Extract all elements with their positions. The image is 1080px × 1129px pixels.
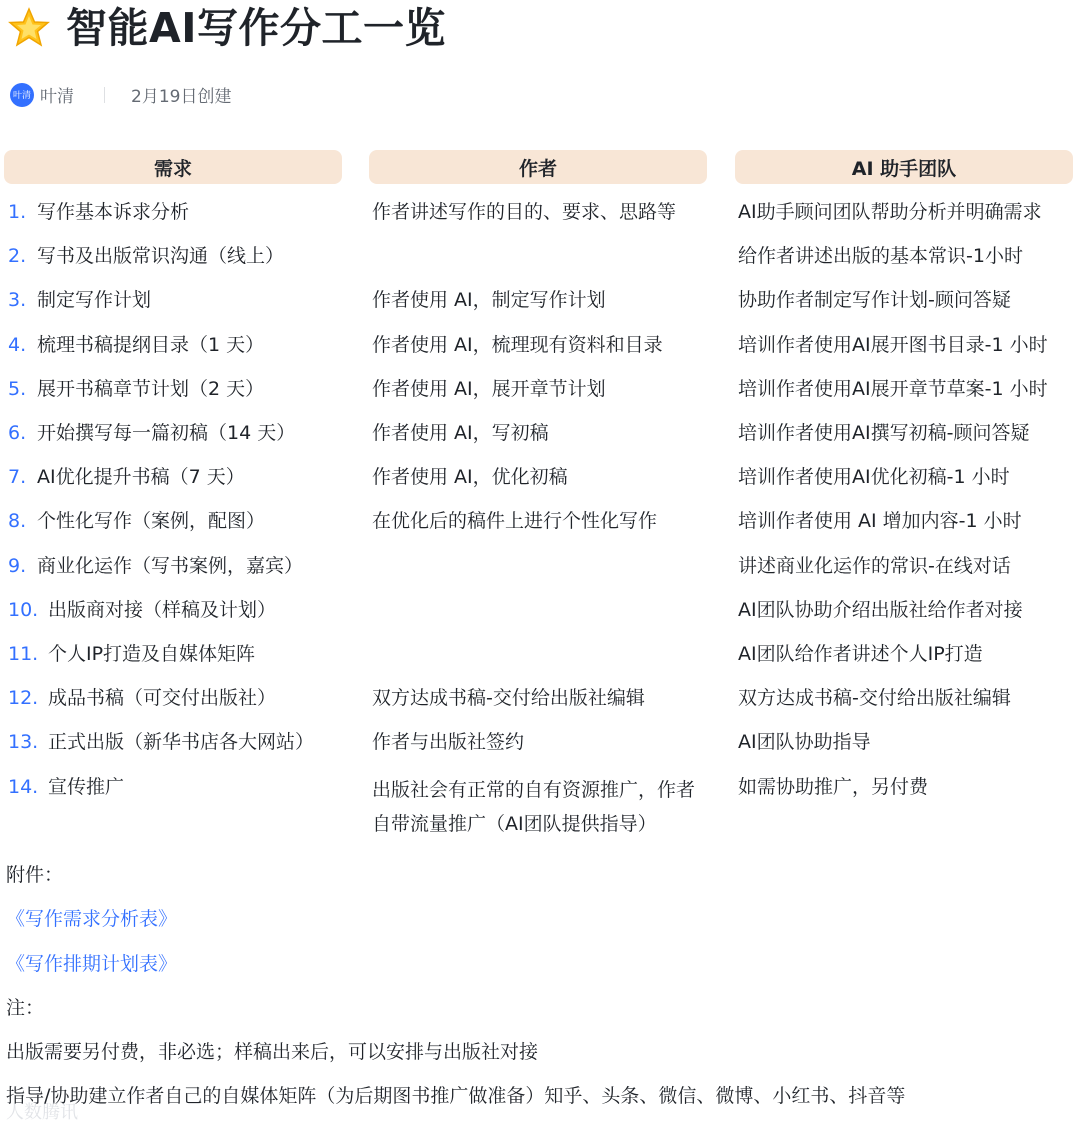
list-item bbox=[8, 720, 358, 764]
list-number: 8. bbox=[8, 510, 27, 533]
list-item-text: AI优化提升书稿（7 天） bbox=[37, 466, 245, 489]
list-item bbox=[8, 676, 358, 720]
author-cell bbox=[372, 544, 717, 588]
author-cell: 作者与出版社签约 bbox=[372, 731, 525, 754]
link-writing-schedule[interactable]: 《写作排期计划表》 bbox=[6, 953, 178, 975]
list-number: 14. bbox=[8, 775, 39, 798]
author-cell: 作者讲述写作的目的、要求、思路等 bbox=[372, 201, 677, 224]
note-2: 指导/协助建立作者自己的自媒体矩阵（为后期图书推广做准备）知乎、头条、微信、微博、小红书、抖音等 bbox=[6, 1085, 906, 1107]
author-cell bbox=[372, 632, 717, 676]
author-cell: 作者使用 AI，写初稿 bbox=[372, 422, 549, 445]
column-header-ai-team: AI 助手团队 bbox=[735, 150, 1073, 184]
divider bbox=[104, 87, 105, 103]
list-item bbox=[8, 190, 358, 234]
list-number: 2. bbox=[8, 245, 27, 268]
author-cell: 在优化后的稿件上进行个性化写作 bbox=[372, 510, 658, 533]
list-item bbox=[8, 455, 358, 499]
author-cell: 双方达成书稿-交付给出版社编辑 bbox=[372, 687, 645, 710]
list-number: 11. bbox=[8, 642, 39, 665]
list-item bbox=[8, 367, 358, 411]
list-item bbox=[8, 499, 358, 543]
list-item-text: 正式出版（新华书店各大网站） bbox=[48, 731, 315, 754]
list-item-text: 成品书稿（可交付出版社） bbox=[48, 687, 277, 710]
list-number: 12. bbox=[8, 687, 39, 710]
list-item bbox=[8, 234, 358, 278]
ai-team-cell: 培训作者使用 AI 增加内容-1 小时 bbox=[738, 510, 1022, 533]
list-number: 10. bbox=[8, 598, 39, 621]
ai-team-cell: 如需协助推广，另付费 bbox=[738, 775, 929, 798]
list-number: 1. bbox=[8, 201, 27, 224]
list-number: 6. bbox=[8, 422, 27, 445]
list-item-text: 个人IP打造及自媒体矩阵 bbox=[48, 642, 256, 665]
list-item-text: 写作基本诉求分析 bbox=[37, 201, 190, 224]
ai-team-column bbox=[738, 190, 1078, 809]
ai-team-cell: 给作者讲述出版的基本常识-1小时 bbox=[738, 245, 1023, 268]
list-item-text: 宣传推广 bbox=[48, 775, 125, 798]
note-label: 注： bbox=[6, 997, 45, 1019]
title-row bbox=[8, 2, 446, 54]
ai-team-cell: AI团队协助介绍出版社给作者对接 bbox=[738, 598, 1023, 621]
ai-team-cell: AI团队给作者讲述个人IP打造 bbox=[738, 642, 983, 665]
list-item-text: 梳理书稿提纲目录（1 天） bbox=[37, 333, 265, 356]
ai-team-cell: 培训作者使用AI展开图书目录-1 小时 bbox=[738, 333, 1048, 356]
column-header-needs: 需求 bbox=[4, 150, 342, 184]
list-item-text: 开始撰写每一篇初稿（14 天） bbox=[37, 422, 296, 445]
list-item bbox=[8, 278, 358, 322]
ai-team-cell: 讲述商业化运作的常识-在线对话 bbox=[738, 554, 1011, 577]
list-item-text: 写书及出版常识沟通（线上） bbox=[37, 245, 285, 268]
author-cell: 出版社会有正常的自有资源推广，作者自带流量推广（AI团队提供指导） bbox=[372, 779, 696, 836]
ai-team-cell: 培训作者使用AI优化初稿-1 小时 bbox=[738, 466, 1010, 489]
author-cell: 作者使用 AI，优化初稿 bbox=[372, 466, 568, 489]
watermark: 人数腾讯 bbox=[6, 1102, 78, 1123]
star-icon bbox=[8, 7, 50, 49]
list-number: 4. bbox=[8, 333, 27, 356]
list-item-text: 展开书稿章节计划（2 天） bbox=[37, 377, 265, 400]
ai-team-cell: AI团队协助指导 bbox=[738, 731, 871, 754]
list-item bbox=[8, 632, 358, 676]
ai-team-cell: 培训作者使用AI撰写初稿-顾问答疑 bbox=[738, 422, 1030, 445]
list-item bbox=[8, 544, 358, 588]
author-cell bbox=[372, 588, 717, 632]
ai-team-cell: 培训作者使用AI展开章节草案-1 小时 bbox=[738, 377, 1048, 400]
author-cell: 作者使用 AI，制定写作计划 bbox=[372, 289, 606, 312]
list-item-text: 出版商对接（样稿及计划） bbox=[48, 598, 277, 621]
list-number: 7. bbox=[8, 466, 27, 489]
ai-team-cell: 双方达成书稿-交付给出版社编辑 bbox=[738, 687, 1011, 710]
avatar[interactable]: 叶清 bbox=[10, 83, 34, 107]
list-number: 13. bbox=[8, 731, 39, 754]
ai-team-cell: AI助手顾问团队帮助分析并明确需求 bbox=[738, 201, 1042, 224]
list-number: 9. bbox=[8, 554, 27, 577]
list-item-text: 商业化运作（写书案例，嘉宾） bbox=[37, 554, 304, 577]
list-number: 5. bbox=[8, 377, 27, 400]
column-header-author: 作者 bbox=[369, 150, 707, 184]
attachments-label: 附件： bbox=[6, 864, 64, 886]
list-item bbox=[8, 411, 358, 455]
created-date: 2月19日创建 bbox=[131, 87, 232, 107]
list-item-text: 制定写作计划 bbox=[37, 289, 152, 312]
needs-list bbox=[8, 190, 358, 809]
author-cell bbox=[372, 234, 717, 278]
page-title: 智能AI写作分工一览 bbox=[66, 4, 446, 52]
author-cell: 作者使用 AI，梳理现有资料和目录 bbox=[372, 333, 663, 356]
note-1: 出版需要另付费，非必选；样稿出来后，可以安排与出版社对接 bbox=[6, 1041, 539, 1063]
list-number: 3. bbox=[8, 289, 27, 312]
link-writing-needs-analysis[interactable]: 《写作需求分析表》 bbox=[6, 908, 178, 930]
list-item bbox=[8, 323, 358, 367]
ai-team-cell: 协助作者制定写作计划-顾问答疑 bbox=[738, 289, 1011, 312]
list-item bbox=[8, 588, 358, 632]
author-name[interactable]: 叶清 bbox=[40, 87, 74, 107]
author-cell: 作者使用 AI，展开章节计划 bbox=[372, 377, 606, 400]
doc-meta bbox=[10, 82, 231, 107]
author-column bbox=[372, 190, 717, 841]
list-item-text: 个性化写作（案例，配图） bbox=[37, 510, 266, 533]
list-item bbox=[8, 764, 358, 808]
